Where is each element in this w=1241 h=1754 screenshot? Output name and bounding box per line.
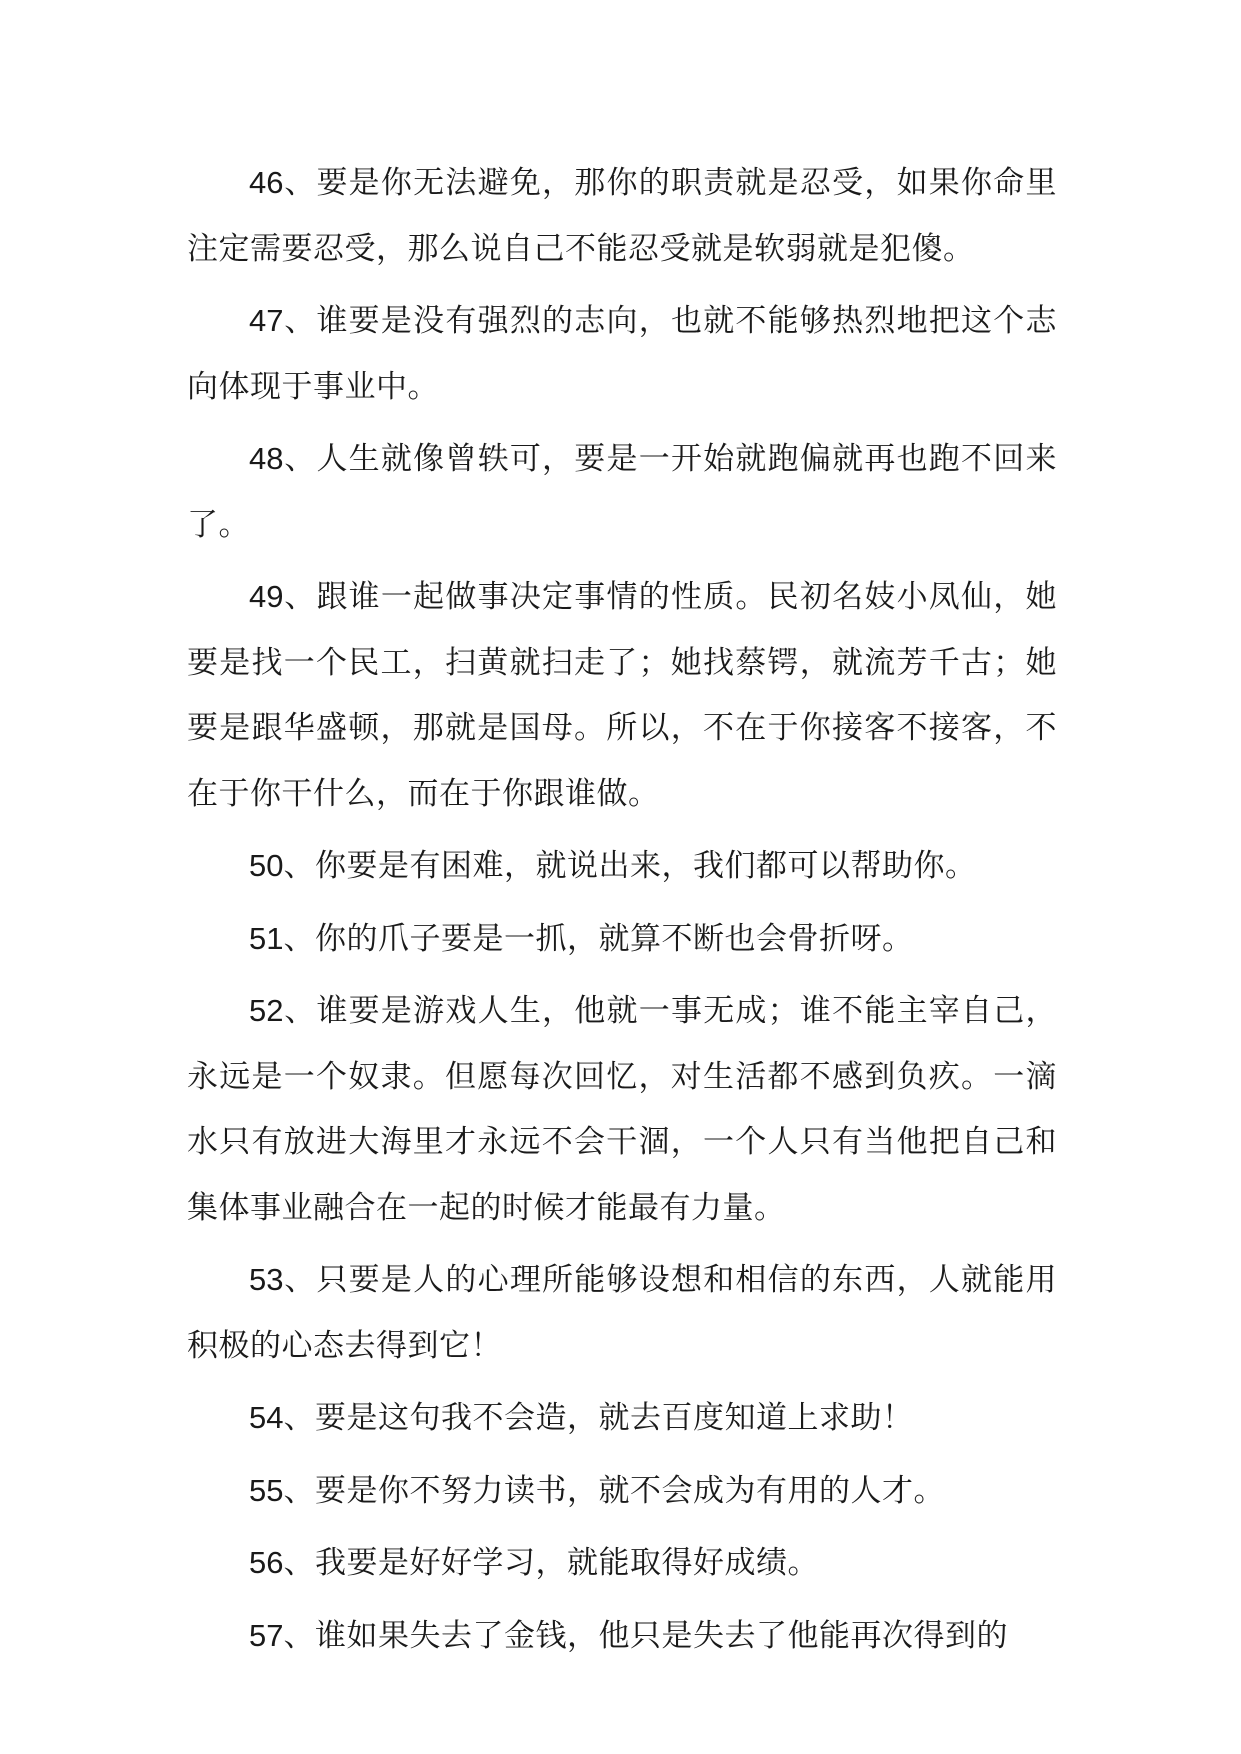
paragraph-53	[187, 1247, 1057, 1379]
paragraph-text: 、谁要是游戏人生，他就一事无成；谁不能主宰自己，永远是一个奴隶。但愿每次回忆，对生活都不感到负疚。一滴水只有放进大海里才永远不会干涸，一个人只有当他把自己和集体事业融合在一起的时候才能最有力量。	[187, 993, 1057, 1226]
item-number: 49	[249, 579, 284, 614]
paragraph-55	[187, 1458, 1057, 1525]
paragraph-56	[187, 1530, 1057, 1597]
item-number: 55	[249, 1472, 284, 1508]
paragraph-text: 、谁如果失去了金钱，他只是失去了他能再次得到的	[283, 1617, 1008, 1654]
item-number: 46	[249, 165, 284, 200]
paragraph-50	[187, 833, 1057, 900]
paragraph-text: 、你的爪子要是一抓，就算不断也会骨折呀。	[283, 920, 914, 957]
paragraph-text: 、跟谁一起做事决定事情的性质。民初名妓小凤仙，她要是找一个民工，扫黄就扫走了；她找蔡锷，就流芳千古；她要是跟华盛顿，那就是国母。所以，不在于你接客不接客，不在于你干什么，而在于你跟谁做。	[187, 579, 1057, 812]
item-number: 51	[249, 920, 284, 956]
paragraph-text: 、只要是人的心理所能够设想和相信的东西，人就能用积极的心态去得到它！	[187, 1262, 1057, 1364]
paragraph-text: 、谁要是没有强烈的志向，也就不能够热烈地把这个志向体现于事业中。	[187, 303, 1057, 405]
item-number: 57	[249, 1617, 284, 1653]
paragraph-57	[187, 1603, 1057, 1670]
item-number: 52	[249, 993, 284, 1028]
paragraph-52	[187, 978, 1057, 1241]
paragraph-text: 、要是你无法避免，那你的职责就是忍受，如果你命里注定需要忍受，那么说自己不能忍受就是软弱就是犯傻。	[187, 165, 1057, 267]
paragraph-text: 、要是你不努力读书，就不会成为有用的人才。	[283, 1472, 945, 1509]
paragraph-text: 、要是这句我不会造，就去百度知道上求助！	[283, 1400, 914, 1436]
item-number: 50	[249, 848, 284, 883]
paragraph-46	[187, 150, 1057, 282]
paragraph-text: 、我要是好好学习，就能取得好成绩。	[283, 1545, 819, 1581]
item-number: 47	[249, 303, 284, 338]
item-number: 54	[249, 1400, 284, 1435]
paragraph-51	[187, 906, 1057, 973]
paragraph-54	[187, 1385, 1057, 1452]
item-number: 56	[249, 1545, 284, 1580]
paragraph-49	[187, 564, 1057, 827]
paragraph-47	[187, 288, 1057, 420]
paragraph-48	[187, 426, 1057, 558]
item-number: 53	[249, 1262, 284, 1297]
paragraph-text: 、你要是有困难，就说出来，我们都可以帮助你。	[283, 848, 977, 884]
paragraph-text: 、人生就像曾轶可，要是一开始就跑偏就再也跑不回来了。	[187, 441, 1057, 543]
item-number: 48	[249, 441, 284, 476]
document-body	[187, 150, 1057, 1675]
